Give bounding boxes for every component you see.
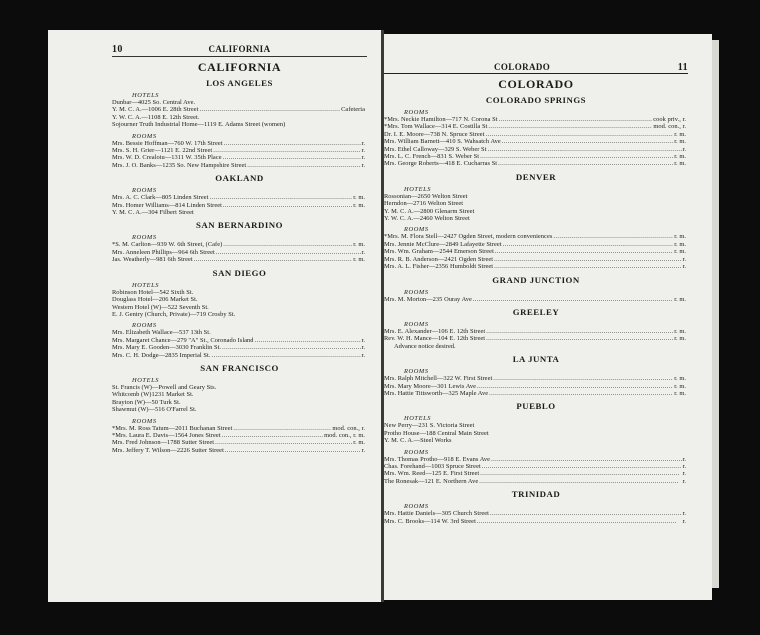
city-heading: LA JUNTA (512, 354, 560, 365)
accommodation-code: r. (682, 263, 686, 271)
listing-entry (112, 106, 367, 113)
listing-entry (384, 335, 688, 342)
entry-name-address: Mrs. R. B. Anderson—2421 Ogden Street (384, 255, 494, 263)
section-heading: ROOMS (132, 132, 157, 140)
listing-entry (112, 147, 367, 154)
dot-leader (477, 518, 682, 525)
listing-entry (112, 432, 367, 439)
entry-name-address: Mrs. Homer Williams—814 Linden Street (112, 201, 222, 209)
listing-entry (112, 249, 367, 256)
listing-section (384, 503, 688, 525)
entry-name-address: *Mrs. M. Flora Stell—2427 Ogden Street, modern conveniences (384, 233, 553, 241)
city-heading: PUEBLO (516, 401, 556, 412)
listing-section (112, 234, 367, 263)
city-heading: SAN FRANCISCO (200, 362, 279, 373)
dot-leader (480, 470, 681, 477)
accommodation-code: r. (682, 462, 686, 470)
entry-name-address: New Perry—231 S. Victoria Street (384, 422, 475, 430)
entry-name-address: Mrs. Anneleen Phillips—964 6th Street (112, 248, 215, 256)
listing-entry (112, 391, 367, 398)
entry-name-address: Y. M. C. A.—2800 Glenarm Street (384, 207, 475, 215)
listing-entry (384, 375, 688, 382)
dot-leader (499, 116, 653, 123)
entry-name-address: *Mrs. Neckie Hamilton—717 N. Corona St (384, 116, 498, 123)
dot-leader (485, 131, 673, 138)
listing-entry (112, 194, 367, 201)
listing-entry (112, 202, 367, 209)
listing-entry (112, 329, 367, 336)
entry-name-address: Y. W. C. A.—2460 Welton Street (384, 215, 470, 223)
accommodation-code: r. (361, 139, 365, 147)
entry-name-address: Dr. I. E. Moore—738 N. Spruce Street (384, 130, 485, 138)
section-heading: ROOMS (132, 187, 157, 195)
accommodation-code: r. m. (353, 256, 365, 264)
entry-name-address: Mrs. C. H. Dodge—2835 Imperial St. (112, 351, 211, 359)
listing-section (384, 321, 688, 350)
state-heading: COLORADO (498, 77, 574, 91)
listing-entry (112, 241, 367, 248)
city-heading: OAKLAND (215, 173, 264, 184)
page-number: 11 (677, 62, 688, 73)
dot-leader (479, 478, 681, 485)
entry-name-address: Mrs. J. O. Banks—1235 So. New Hampshire Street (112, 161, 247, 169)
listing-entry (384, 200, 688, 207)
right-page (384, 34, 712, 600)
entry-name-address: Rev. W. H. Mance—104 E. 12th Street (384, 335, 486, 343)
entry-name-address: Mrs. George Roberts—418 E. Cucharras St (384, 160, 498, 168)
listing-entry (112, 209, 367, 216)
dot-leader (224, 140, 361, 147)
city-heading: SAN DIEGO (212, 267, 267, 278)
listing-section (384, 226, 688, 270)
entry-name-address: Douglass Hotel—206 Market St. (112, 296, 198, 304)
dot-leader (211, 352, 360, 359)
entry-name-address: Y. M. C. A.—304 Filbert Street (112, 209, 194, 217)
running-title: CALIFORNIA (208, 44, 271, 54)
entry-name-address: Mrs. W. D. Crealoiu—1311 W. 35th Place (112, 154, 222, 162)
accommodation-code: r. m. (353, 241, 365, 249)
accommodation-code: r. (361, 336, 365, 344)
listing-entry (384, 160, 688, 167)
dot-leader (488, 123, 652, 130)
listing-entry (384, 256, 688, 263)
dot-leader (223, 154, 361, 161)
dot-leader (480, 153, 673, 160)
accommodation-code: r. (361, 248, 365, 256)
entry-name-address: Mrs. William Barnett—410 S. Wahsatch Ave (384, 138, 501, 146)
entry-name-address: Mrs. C. Brooks—114 W. 3rd Street (384, 517, 476, 525)
listing-entry (384, 193, 688, 200)
entry-name-address: Mrs. Elizabeth Wallace—537 13th St. (112, 329, 211, 337)
entry-name-address: Herndon—2716 Welton Street (384, 200, 464, 208)
entry-note: Advance notice desired. (394, 342, 456, 350)
dot-leader (498, 160, 673, 167)
listing-section (384, 109, 688, 168)
section-heading: ROOMS (404, 109, 429, 116)
listing-entry (384, 233, 688, 240)
listing-entry (112, 289, 367, 296)
entry-name-address: Shawmut (W)—516 O'Farrel St. (112, 406, 197, 414)
entry-name-address: Mrs. Thomas Protho—918 E. Evans Ave (384, 455, 491, 463)
entry-name-address: *Mrs. M. Ross Tatum—2011 Buchanan Street (112, 424, 233, 432)
listing-entry (112, 425, 367, 432)
section-heading: ROOMS (404, 503, 429, 511)
listing-entry (384, 390, 688, 397)
dot-leader (491, 456, 681, 463)
dot-leader (194, 256, 353, 263)
listing-entry (384, 153, 688, 160)
accommodation-code: r. (682, 470, 686, 478)
section-heading: ROOMS (132, 417, 157, 425)
dot-leader (222, 344, 360, 351)
dot-leader (494, 256, 681, 263)
dot-leader (215, 439, 352, 446)
dot-leader (247, 162, 360, 169)
dot-leader (473, 296, 673, 303)
accommodation-code: r. m. (674, 233, 686, 241)
listing-entry (112, 384, 367, 391)
accommodation-code: r. (682, 517, 686, 525)
accommodation-code: r. m. (674, 295, 686, 303)
accommodation-code: r. m. (674, 382, 686, 390)
listing-entry (384, 463, 688, 470)
entry-name-address: Mrs. Wm. Graham—2544 Emerson Street (384, 248, 494, 256)
accommodation-code: r. m. (353, 439, 365, 447)
accommodation-code: r. (361, 446, 365, 454)
dot-leader (495, 248, 673, 255)
listing-entry (112, 121, 367, 128)
entry-name-address: Mrs. Jennie McClure—2849 Lafayette Street (384, 240, 502, 248)
accommodation-code: r. (682, 455, 686, 463)
left-page (48, 30, 381, 602)
listing-entry (384, 208, 688, 215)
accommodation-code: r. m. (353, 194, 365, 202)
listing-section (112, 187, 367, 216)
accommodation-code: r. (361, 161, 365, 169)
city-heading: COLORADO SPRINGS (485, 95, 587, 105)
accommodation-code: r. m. (674, 153, 686, 161)
running-head (384, 62, 688, 74)
entry-name-address: Mrs. Margaret Chance—279 "A" St., Coronado Island (112, 336, 254, 344)
dot-leader (199, 106, 340, 113)
accommodation-code: r. m. (674, 240, 686, 248)
accommodation-code: Cafeteria (341, 106, 365, 114)
listing-entry (384, 263, 688, 270)
listing-entry (384, 248, 688, 255)
listing-entry (384, 138, 688, 145)
entry-name-address: Mrs. L. C. French—831 S. Weber St (384, 153, 480, 161)
listing-entry (112, 154, 367, 161)
entry-name-address: Dunbar—4025 So. Central Ave. (112, 99, 196, 106)
entry-name-address: Brayton (W)—50 Turk St. (112, 398, 181, 406)
listing-entry (384, 518, 688, 525)
accommodation-code: r. m. (674, 335, 686, 343)
section-heading: ROOMS (132, 234, 157, 242)
entry-name-address: Y. W. C. A.—1108 E. 12th Street. (112, 113, 200, 121)
listing-section (384, 415, 688, 444)
dot-leader (210, 194, 353, 201)
section-heading: HOTELS (404, 415, 432, 423)
listing-section (112, 377, 367, 414)
listing-entry (112, 296, 367, 303)
entry-name-address: Y. M. C. A.—1006 E. 28th Street (112, 106, 199, 114)
listing-entry (112, 162, 367, 169)
accommodation-code: r. (361, 351, 365, 359)
dot-leader (255, 337, 361, 344)
listing-section (112, 418, 367, 455)
dot-leader (233, 425, 331, 432)
accommodation-code: r. (682, 510, 686, 518)
entry-name-address: Mrs. Ralph Mitchell—322 W. First Street (384, 375, 493, 383)
listing-entry (384, 146, 688, 153)
entry-name-address: Mrs. A. L. Fisher—2356 Humboldt Street (384, 263, 494, 271)
listing-entry (112, 344, 367, 351)
listing-entry (112, 140, 367, 147)
section-heading: ROOMS (132, 322, 157, 330)
entry-name-address: Jas. Weatherly—981 6th Street (112, 256, 193, 264)
listing-entry (112, 399, 367, 406)
listing-entry (384, 422, 688, 429)
dot-leader (553, 233, 673, 240)
running-title: COLORADO (494, 62, 551, 72)
accommodation-code: r. m. (674, 375, 686, 383)
dot-leader (503, 241, 674, 248)
city-heading: SAN BERNARDINO (196, 220, 283, 231)
listing-entry (384, 470, 688, 477)
dot-leader (225, 447, 361, 454)
accommodation-code: r. m. (674, 389, 686, 397)
entry-name-address: Whitcomb (W)1231 Market St. (112, 391, 194, 399)
listing-entry (384, 328, 688, 335)
dot-leader (222, 432, 324, 439)
city-heading: LOS ANGELES (206, 78, 273, 88)
section-heading: HOTELS (404, 185, 432, 193)
entry-name-address: Mrs. A. C. Clark—805 Linden Street (112, 194, 209, 202)
listing-entry (384, 296, 688, 303)
section-heading: ROOMS (404, 288, 429, 296)
entry-name-address: Sojourner Truth Industrial Home—1119 E. Adams Street (women) (112, 121, 286, 129)
entry-name-address: Mrs. Hattie Tittsworth—325 Maple Ave (384, 389, 489, 397)
listing-section (112, 92, 367, 129)
dot-leader (486, 328, 673, 335)
accommodation-code: r. m. (674, 248, 686, 256)
entry-name-address: Mrs. E. Alexander—106 E. 12th Street (384, 327, 486, 335)
listing-entry (112, 337, 367, 344)
entry-name-address: Rossonian—2650 Welton Street (384, 192, 468, 200)
listing-entry (112, 99, 367, 106)
entry-name-address: Mrs. Wm. Reed—125 E. First Street (384, 470, 480, 478)
section-heading: HOTELS (132, 92, 160, 99)
listing-entry (112, 256, 367, 263)
entry-name-address: *S. M. Carlton—939 W. 6th Street, (Cafe) (112, 241, 223, 249)
city-heading: TRINIDAD (511, 489, 561, 500)
listing-entry (384, 430, 688, 437)
section-heading: ROOMS (404, 368, 429, 376)
section-heading: ROOMS (404, 448, 429, 456)
accommodation-code: r. m. (674, 138, 686, 146)
entry-name-address: Chas. Forehand—1003 Spruce Street (384, 462, 481, 470)
dot-leader (216, 249, 361, 256)
accommodation-code: r. (361, 147, 365, 155)
listing-entry (384, 241, 688, 248)
listing-entry (384, 478, 688, 485)
accommodation-code: r. (682, 477, 686, 485)
section-heading: HOTELS (132, 281, 160, 289)
city-heading: GREELEY (512, 306, 560, 317)
entry-name-address: Mrs. Mary Moore—301 Lewis Ave (384, 382, 477, 390)
state-heading: CALIFORNIA (197, 60, 282, 74)
listing-entry (384, 437, 688, 444)
listing-section (384, 368, 688, 397)
entry-name-address: Robinson Hotel—542 Sixth St. (112, 288, 194, 296)
accommodation-code: mod. con., r. m. (324, 431, 365, 439)
listing-entry (384, 456, 688, 463)
entry-name-address: Mrs. M. Morton—235 Ouray Ave (384, 295, 472, 303)
dot-leader (487, 146, 681, 153)
entry-name-address: E. J. Gentry (Church, Private)—719 Crosby St. (112, 310, 236, 318)
listing-entry (384, 131, 688, 138)
listing-entry (112, 352, 367, 359)
entry-name-address: Mrs. Hattie Daniels—305 Church Street (384, 510, 489, 518)
dot-leader (489, 390, 673, 397)
accommodation-code: r. m. (674, 327, 686, 335)
dot-leader (213, 147, 360, 154)
dot-leader (223, 241, 352, 248)
city-heading: GRAND JUNCTION (492, 274, 580, 285)
listing-entry (112, 447, 367, 454)
accommodation-code: r. (682, 255, 686, 263)
accommodation-code: r. (361, 344, 365, 352)
accommodation-code: r. m. (674, 130, 686, 138)
listing-section (112, 322, 367, 359)
city-heading: DENVER (515, 171, 557, 182)
dot-leader (490, 510, 682, 517)
listing-entry (112, 304, 367, 311)
entry-name-address: *Mrs. Laura E. Davis—1564 Jones Street (112, 431, 221, 439)
dot-leader (493, 375, 673, 382)
listing-entry (112, 114, 367, 121)
entry-name-address: Mrs. S. H. Grier—1121 E. 22nd Street (112, 147, 213, 155)
entry-name-address: The Ronesak—121 E. Northern Ave (384, 477, 479, 485)
section-heading: HOTELS (132, 376, 160, 384)
accommodation-code: cook priv., r. (653, 116, 686, 123)
accommodation-code: r. m. (674, 160, 686, 168)
entry-name-address: Mrs. Fred Johnson—1788 Sutter Street (112, 439, 215, 447)
listing-section (112, 282, 367, 319)
listing-section (384, 449, 688, 486)
listing-entry (112, 439, 367, 446)
dot-leader (482, 463, 682, 470)
accommodation-code: mod. con., r. (332, 424, 365, 432)
city-listings (112, 78, 367, 454)
entry-name-address: Mrs. Bessie Hoffman—760 W. 17th Street (112, 139, 223, 147)
accommodation-code: mod. con., r. (653, 123, 686, 131)
page-edge (712, 40, 719, 588)
listing-entry (384, 383, 688, 390)
listing-entry (112, 311, 367, 318)
listing-entry (112, 406, 367, 413)
accommodation-code: r. (361, 154, 365, 162)
section-heading: ROOMS (404, 226, 429, 234)
entry-name-address: St. Francis (W)—Powell and Geary Sts. (112, 383, 217, 391)
city-listings (384, 95, 688, 525)
entry-name-address: Mrs. Jeffery T. Wilson—2226 Sutter Street (112, 446, 224, 454)
listing-section (112, 133, 367, 170)
dot-leader (502, 138, 673, 145)
section-heading: ROOMS (404, 320, 429, 328)
listing-entry (384, 116, 688, 123)
listing-entry (384, 510, 688, 517)
dot-leader (477, 383, 673, 390)
listing-entry (384, 215, 688, 222)
accommodation-code: r. m. (353, 201, 365, 209)
entry-name-address: Y. M. C. A.—Steel Works (384, 437, 452, 445)
entry-name-address: Western Hotel (W)—522 Seventh St. (112, 303, 209, 311)
running-head (112, 44, 367, 57)
listing-entry (384, 123, 688, 130)
listing-section (384, 289, 688, 303)
entry-name-address: Protho House—188 Central Main Street (384, 429, 489, 437)
dot-leader (494, 263, 681, 270)
accommodation-code: r. (682, 145, 686, 153)
dot-leader (223, 202, 352, 209)
entry-name-address: Mrs. Ethel Calloway—329 S. Weber St (384, 145, 487, 153)
dot-leader (486, 335, 673, 342)
listing-section (384, 186, 688, 223)
page-number: 10 (112, 44, 123, 55)
entry-name-address: Mrs. Mary E. Gooden—3030 Franklin St. (112, 344, 222, 352)
entry-name-address: *Mrs. Tom Wallace—314 E. Costilla St (384, 123, 488, 131)
